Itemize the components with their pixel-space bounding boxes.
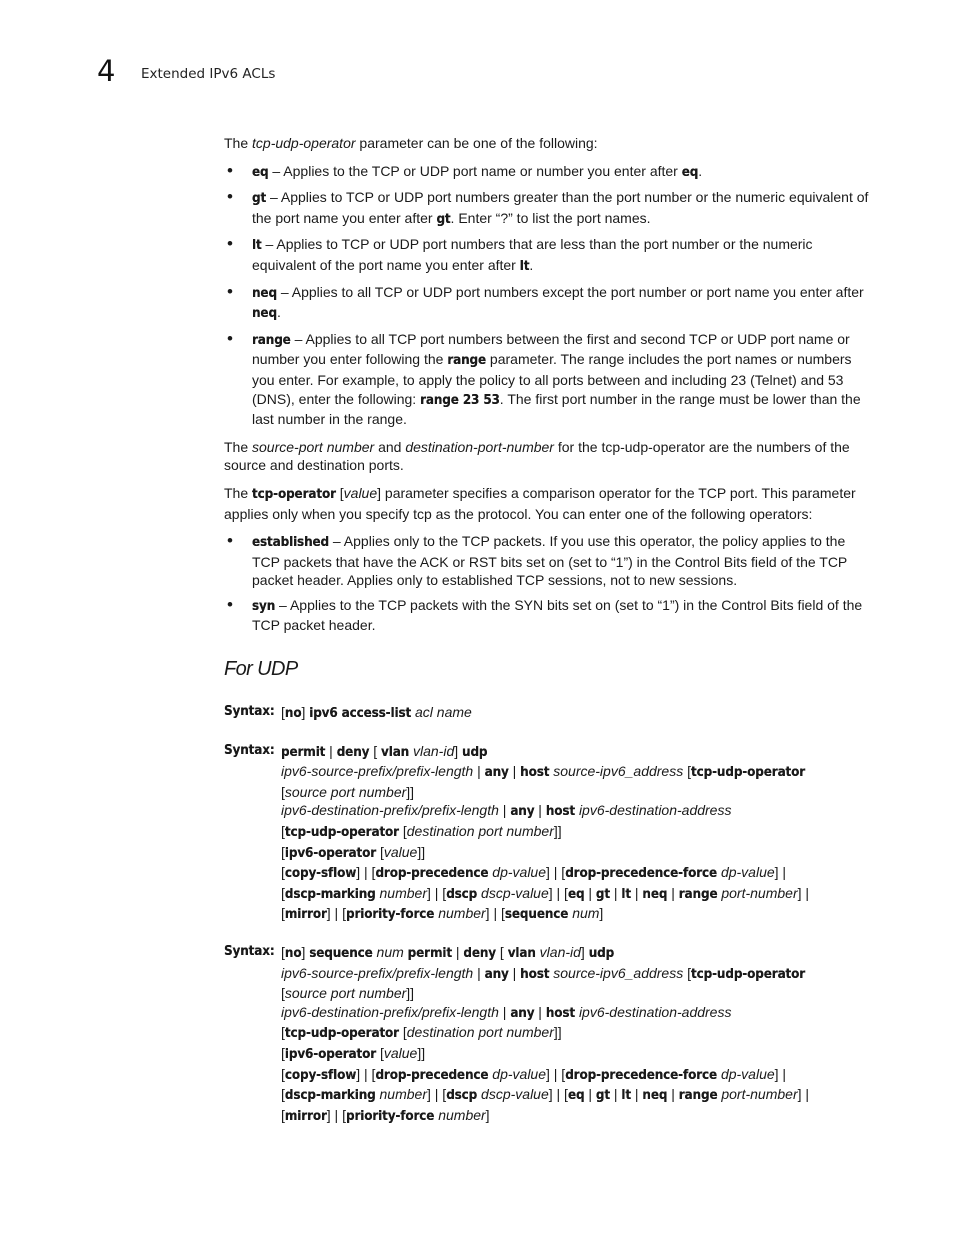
syntax-line: [no] sequence num permit | deny [ vlan vlan-id] udp [281, 944, 615, 961]
syntax-line: ipv6-destination-prefix/prefix-length | any | host ipv6-destination-address [281, 802, 732, 820]
syntax-line: [tcp-udp-operator [destination port number]] [281, 1024, 562, 1042]
syntax-line: ipv6-destination-prefix/prefix-length | any | host ipv6-destination-address [281, 1003, 732, 1021]
section-heading: For UDP [224, 658, 298, 681]
syntax-label: Syntax: [224, 944, 275, 959]
syntax-block [224, 742, 872, 925]
syntax-line: [no] ipv6 access-list acl name [281, 704, 472, 722]
syntax-line: ipv6-source-prefix/prefix-length | any | host source-ipv6_address [tcp-udp-operator [281, 763, 806, 781]
tcp-operator-list [224, 532, 872, 635]
syntax-line: [source port number]] [281, 985, 415, 1002]
syntax-line: [ipv6-operator [value]] [281, 1044, 426, 1062]
syntax-line: [dscp-marking number] | [dscp dscp-value] | [eq | gt | lt | neq | range port-number] | [281, 1086, 810, 1104]
tcp-operator-paragraph: The tcp-operator [value] parameter specifies a comparison operator for the TCP port. This parameter applies only when you specify tcp as the protocol. You can enter one of the following operators: [224, 484, 856, 522]
list-item: • syn – Applies to the TCP packets with the SYN bits set on (set to “1”) in the Control Bits field of the TCP packet header. [224, 596, 872, 635]
page-content [224, 134, 872, 1144]
ports-paragraph: The source-port number and destination-port-number for the tcp-udp-operator are the numbers of the source and destination ports. [224, 438, 850, 474]
syntax-body [281, 703, 872, 724]
syntax-line: permit | deny [ vlan vlan-id] udp [281, 742, 488, 760]
list-item: • established – Applies only to the TCP packets. If you use this operator, the policy applies to the TCP packets that have the ACK or RST bits set on (set to “1”) in the Control Bits field of the TCP packet header. Applies only to established TCP sessions, not to new sessions. [224, 532, 872, 590]
syntax-line: [copy-sflow] | [drop-precedence dp-value] | [drop-precedence-force dp-value] | [281, 1065, 787, 1083]
syntax-line: [dscp-marking number] | [dscp dscp-value] | [eq | gt | lt | neq | range port-number] | [281, 884, 810, 902]
list-item: • range – Applies to all TCP port numbers between the first and second TCP or UDP port name or number you enter following the range parameter. The range includes the port names or numbers you enter. For example, to apply the policy to all ports between and including 23 (Telnet) and 53 (DNS), enter the following: range 23 53. The first port number in the range must be lower than the last number in the range. [224, 330, 872, 429]
operator-list [224, 162, 872, 429]
syntax-line: [mirror] | [priority-force number] [281, 1106, 490, 1124]
list-item: • neq – Applies to all TCP or UDP port numbers except the port number or port name you enter after neq. [224, 283, 872, 324]
chapter-title: Extended IPv6 ACLs [141, 66, 276, 82]
syntax-line: [source port number]] [281, 783, 415, 800]
syntax-label: Syntax: [224, 704, 275, 720]
syntax-body [281, 742, 872, 925]
syntax-line: ipv6-source-prefix/prefix-length | any | host source-ipv6_address [tcp-udp-operator [281, 964, 806, 982]
list-item: • gt – Applies to TCP or UDP port numbers greater than the port number or the numeric equivalent of the port name you enter after gt. Enter “?” to list the port names. [224, 188, 872, 229]
list-item: • lt – Applies to TCP or UDP port numbers that are less than the port number or the numeric equivalent of the port name you enter after lt. [224, 235, 872, 276]
intro-paragraph: The tcp-udp-operator parameter can be one of the following: [224, 135, 598, 151]
syntax-body [281, 943, 872, 1126]
chapter-number: 4 [97, 54, 116, 88]
syntax-block [224, 703, 872, 724]
syntax-line: [ipv6-operator [value]] [281, 843, 426, 861]
syntax-block [224, 943, 872, 1126]
list-item: • eq – Applies to the TCP or UDP port name or number you enter after eq. [224, 162, 872, 183]
syntax-label: Syntax: [224, 742, 275, 758]
syntax-line: [copy-sflow] | [drop-precedence dp-value] | [drop-precedence-force dp-value] | [281, 864, 787, 882]
syntax-line: [tcp-udp-operator [destination port number]] [281, 823, 562, 841]
syntax-line: [mirror] | [priority-force number] | [sequence num] [281, 905, 604, 923]
